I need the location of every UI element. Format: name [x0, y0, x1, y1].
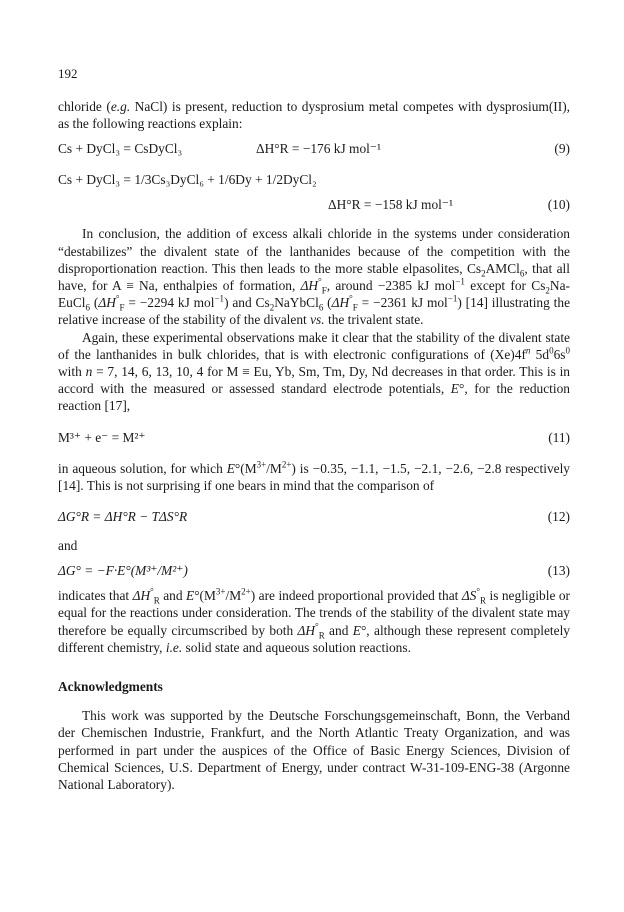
- equation-10-reaction-line: [58, 171, 570, 188]
- equation-13-relation: ΔG° = −F·E°(M³⁺/M²⁺): [58, 563, 188, 579]
- paragraph-experimental-observations: Again, these experimental observations make it clear that the stability of the divalent state of the lanthanides in bulk chlorides, that is with electronic configurations of $(Xe)4f^n$ $5d^06s^0$ with n = 7, 14, 6, 13, 10, 4 for M ≡ Eu, Yb, Sm, Tm, Dy, Nd decreases in that order. This is in accord with the measured or assessed standard electrode potentials, E°, for the reduction reaction [17],: [58, 329, 570, 414]
- page-body: [58, 98, 570, 793]
- paragraph-chloride-intro: chloride (e.g. NaCl) is present, reduction to dysprosium metal competes with dysprosium(II), as the following reactions explain:: [58, 99, 570, 132]
- equation-10-number: (10): [547, 197, 570, 213]
- paragraph-conclusion: In conclusion, the addition of excess alkali chloride in the systems under consideration “destabilizes” the divalent state of the lanthanides because of the competition with the disproportionation reaction. This then leads to the more stable elpasolites, $Cs_2AMCl_6$, that all have, for A ≡ Na, enthalpies of formation, $\Delta H^\circ_F$, around −2385 kJ mol$^{-1}$ except for $Cs_2Na-EuCl_6$ ($\Delta H^\circ_F = -2294$ kJ mol$^{-1}$) and $Cs_2NaYbCl_6$ ($\Delta H^\circ_F = -2361$ kJ mol$^{-1}$) [14] illustrating the relative increase of the stability of the divalent vs. the trivalent state.: [58, 226, 571, 328]
- paragraph-aqueous-solution: in aqueous solution, for which $E^\circ(M^{3+}/M^{2+})$ is −0.35, −1.1, −1.5, −2.1, −2.6, −2.8 respectively [14]. This is not surprising if one bears in mind that the comparison of: [58, 459, 570, 493]
- equation-9-number: (9): [554, 141, 570, 157]
- acknowledgments-heading: Acknowledgments: [58, 679, 163, 695]
- page-number: 192: [58, 66, 78, 81]
- equation-9-reaction: Cs + DyCl₃ = CsDyCl₃: [58, 141, 183, 157]
- equation-10-enthalpy-line: [58, 196, 570, 213]
- paragraph-proportionality: indicates that $\Delta H^\circ_R$ and $E^\circ(M^{3+}/M^{2+})$ are indeed proportional provided that $\Delta S^\circ_R$ is negligible or equal for the reactions under consideration. The trends of the stability of the divalent state may therefore be equally circumscribed by both $\Delta H^\circ_R$ and E°, although these represent completely different chemistry, i.e. solid state and aqueous solution reactions.: [58, 586, 571, 655]
- equation-11-number: (11): [548, 429, 570, 445]
- equation-12-number: (12): [547, 509, 570, 525]
- equation-12: [58, 508, 570, 525]
- equation-10-reaction: Cs + DyCl₃ = 1/3Cs₃DyCl₆ + 1/6Dy + 1/2DyCl₂: [58, 172, 317, 188]
- equation-11-reaction: M³⁺ + e⁻ = M²⁺: [58, 429, 146, 445]
- equation-10-enthalpy: ΔH°R = −158 kJ mol⁻¹: [328, 197, 453, 213]
- acknowledgments-text: This work was supported by the Deutsche Forschungsgemeinschaft, Bonn, the Verband der Chemischen Industrie, Frankfurt, and the North Atlantic Treaty Organization, and was performed in part under the auspices of the Office of Basic Energy Sciences, Division of Chemical Sciences, U.S. Department of Energy, under contract W-31-109-ENG-38 (Argonne National Laboratory).: [58, 708, 570, 793]
- equation-13-number: (13): [547, 563, 570, 579]
- equation-9: [58, 140, 570, 157]
- paragraph-and: and: [58, 538, 78, 554]
- equation-12-relation: ΔG°R = ΔH°R − TΔS°R: [58, 509, 188, 525]
- equation-11: [58, 429, 570, 446]
- equation-13: [58, 562, 570, 579]
- equation-9-enthalpy: ΔH°R = −176 kJ mol⁻¹: [256, 141, 381, 157]
